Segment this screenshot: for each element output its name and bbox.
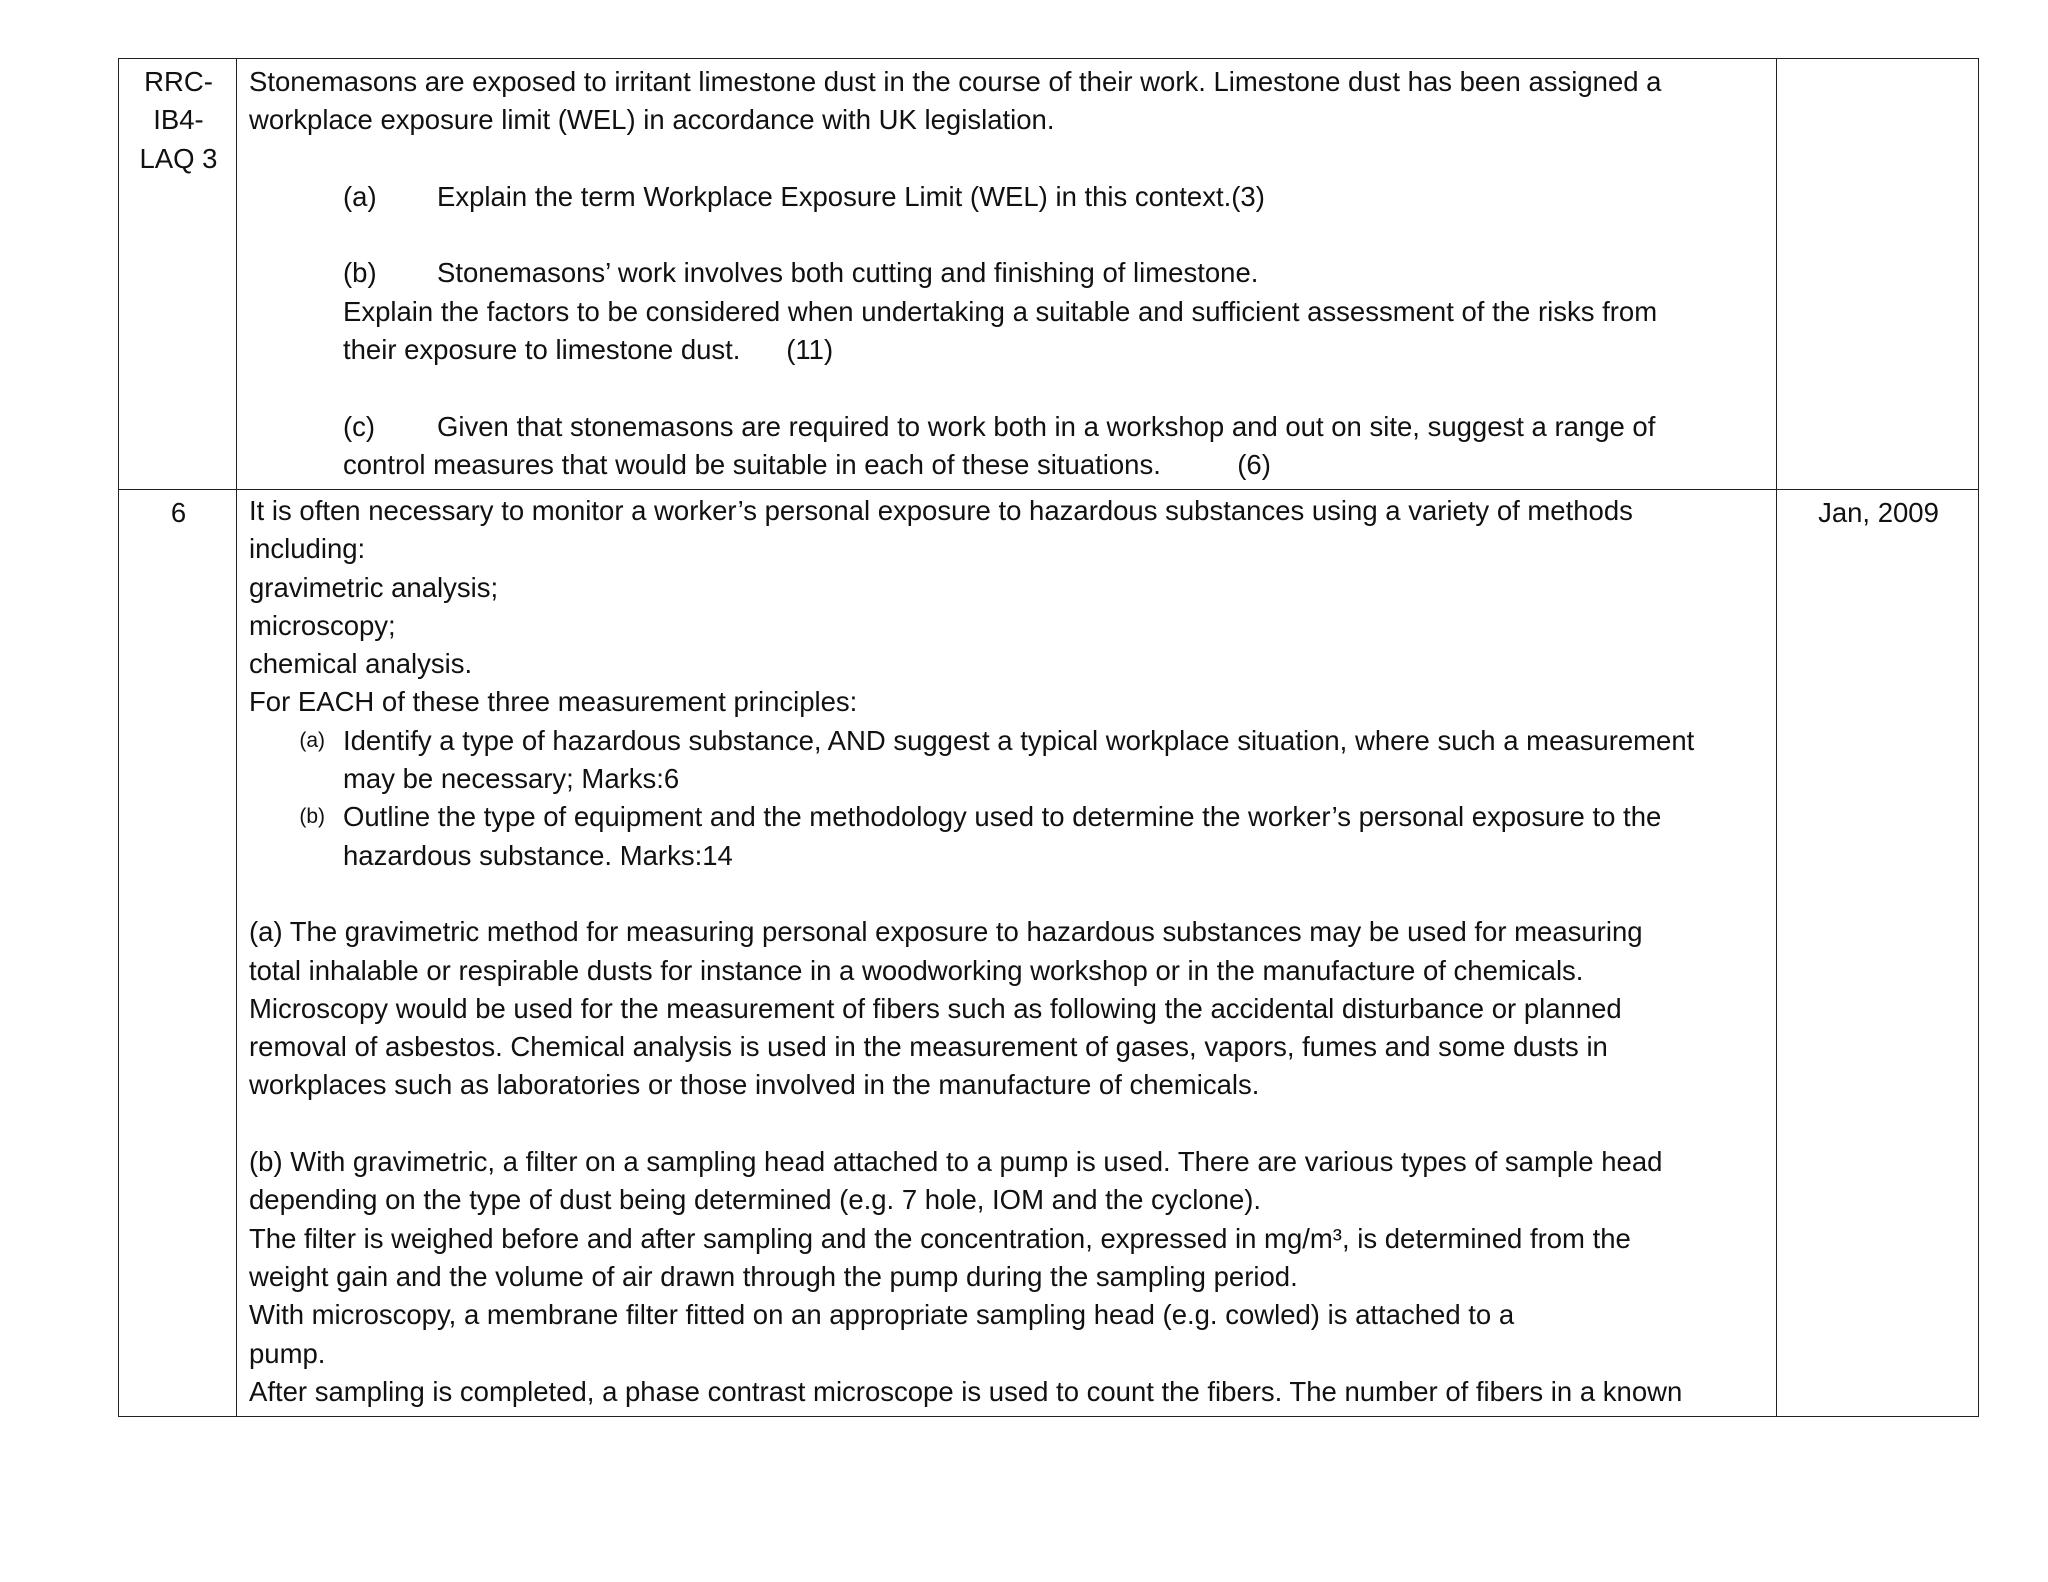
method-item: microscopy; (249, 609, 396, 641)
answer-a-line: total inhalable or respirable dusts for instance in a woodworking workshop or in the manufacture of chemicals. (249, 954, 1584, 986)
part-label: (a) (343, 180, 377, 212)
part-label: (b) (343, 257, 377, 289)
exam-date-cell: Jan, 2009 (1777, 490, 1979, 1417)
question-text-cell (237, 490, 1777, 1417)
question-ref-line: IB4- (153, 104, 204, 136)
sub-question-b (249, 798, 1766, 875)
part-continuation-line: Explain the factors to be considered when undertaking a suitable and sufficient assessment of the risks from (343, 295, 1658, 327)
answer-b-line: The filter is weighed before and after sampling and the concentration, expressed in mg/m³, is determined from the (249, 1222, 1631, 1254)
question-intro-line: Stonemasons are exposed to irritant limestone dust in the course of their work. Limestone dust has been assigned a (249, 66, 1662, 97)
answer-b-line: After sampling is completed, a phase contrast microscope is used to count the fibers. The number of fibers in a known (249, 1375, 1683, 1407)
question-part-c (249, 408, 1766, 446)
part-continuation-line: their exposure to limestone dust. (11) (343, 334, 834, 366)
answer-a-line: (a) The gravimetric method for measuring personal exposure to hazardous substances may be used for measuring (249, 916, 1643, 948)
question-ref-cell (119, 490, 237, 1417)
answer-b-line: (b) With gravimetric, a filter on a sampling head attached to a pump is used. There are various types of sample head (249, 1146, 1663, 1178)
answer-b-line: pump. (249, 1337, 326, 1369)
question-number: 6 (170, 497, 187, 528)
answer-b-line: weight gain and the volume of air drawn through the pump during the sampling period. (249, 1260, 1298, 1292)
table-row (119, 490, 1979, 1417)
part-text: Explain the term Workplace Exposure Limit (WEL) in this context.(3) (437, 180, 1265, 212)
answer-a-line: Microscopy would be used for the measurement of fibers such as following the accidental disturbance or planned (249, 992, 1622, 1024)
answer-a-line: workplaces such as laboratories or those involved in the manufacture of chemicals. (249, 1069, 1260, 1101)
question-part-a (249, 178, 1766, 216)
sub-question-label: (b) (299, 805, 325, 829)
exam-date-cell (1777, 59, 1979, 490)
answer-b-line: With microscopy, a membrane filter fitted on an appropriate sampling head (e.g. cowled) is attached to a (249, 1299, 1515, 1331)
part-continuation-line: control measures that would be suitable in each of these situations. (6) (343, 448, 1271, 480)
sub-question-a (249, 722, 1766, 799)
document-page (118, 58, 1978, 1417)
method-item: chemical analysis. (249, 648, 473, 680)
question-intro-line: workplace exposure limit (WEL) in accordance with UK legislation. (249, 104, 1055, 136)
method-item: gravimetric analysis; (249, 571, 499, 603)
part-text: Stonemasons’ work involves both cutting and finishing of limestone. (437, 257, 1259, 289)
question-ref-cell (119, 59, 237, 490)
answer-b-line: depending on the type of dust being determined (e.g. 7 hole, IOM and the cyclone). (249, 1184, 1262, 1216)
sub-question-line: Identify a type of hazardous substance, AND suggest a typical workplace situation, where such a measurement (343, 724, 1695, 756)
sub-question-line: hazardous substance. Marks:14 (343, 839, 733, 871)
sub-question-line: may be necessary; Marks:6 (343, 763, 680, 795)
exam-question-table (118, 58, 1979, 1417)
sub-question-line: Outline the type of equipment and the methodology used to determine the worker’s personal exposure to the (343, 801, 1662, 833)
question-instruction: For EACH of these three measurement principles: (249, 686, 858, 718)
question-ref-line: LAQ 3 (139, 142, 218, 174)
question-intro-line: including: (249, 533, 366, 565)
question-part-b (249, 254, 1766, 292)
part-text: Given that stonemasons are required to work both in a workshop and out on site, suggest a range of (437, 410, 1656, 442)
question-ref-line: RRC- (144, 66, 213, 97)
question-text-cell (237, 59, 1777, 490)
sub-question-label: (a) (299, 728, 325, 752)
part-label: (c) (343, 410, 376, 442)
question-intro-line: It is often necessary to monitor a worker’s personal exposure to hazardous substances using a variety of methods (249, 495, 1633, 526)
answer-a-line: removal of asbestos. Chemical analysis is used in the measurement of gases, vapors, fumes and some dusts in (249, 1031, 1608, 1063)
table-row (119, 59, 1979, 490)
